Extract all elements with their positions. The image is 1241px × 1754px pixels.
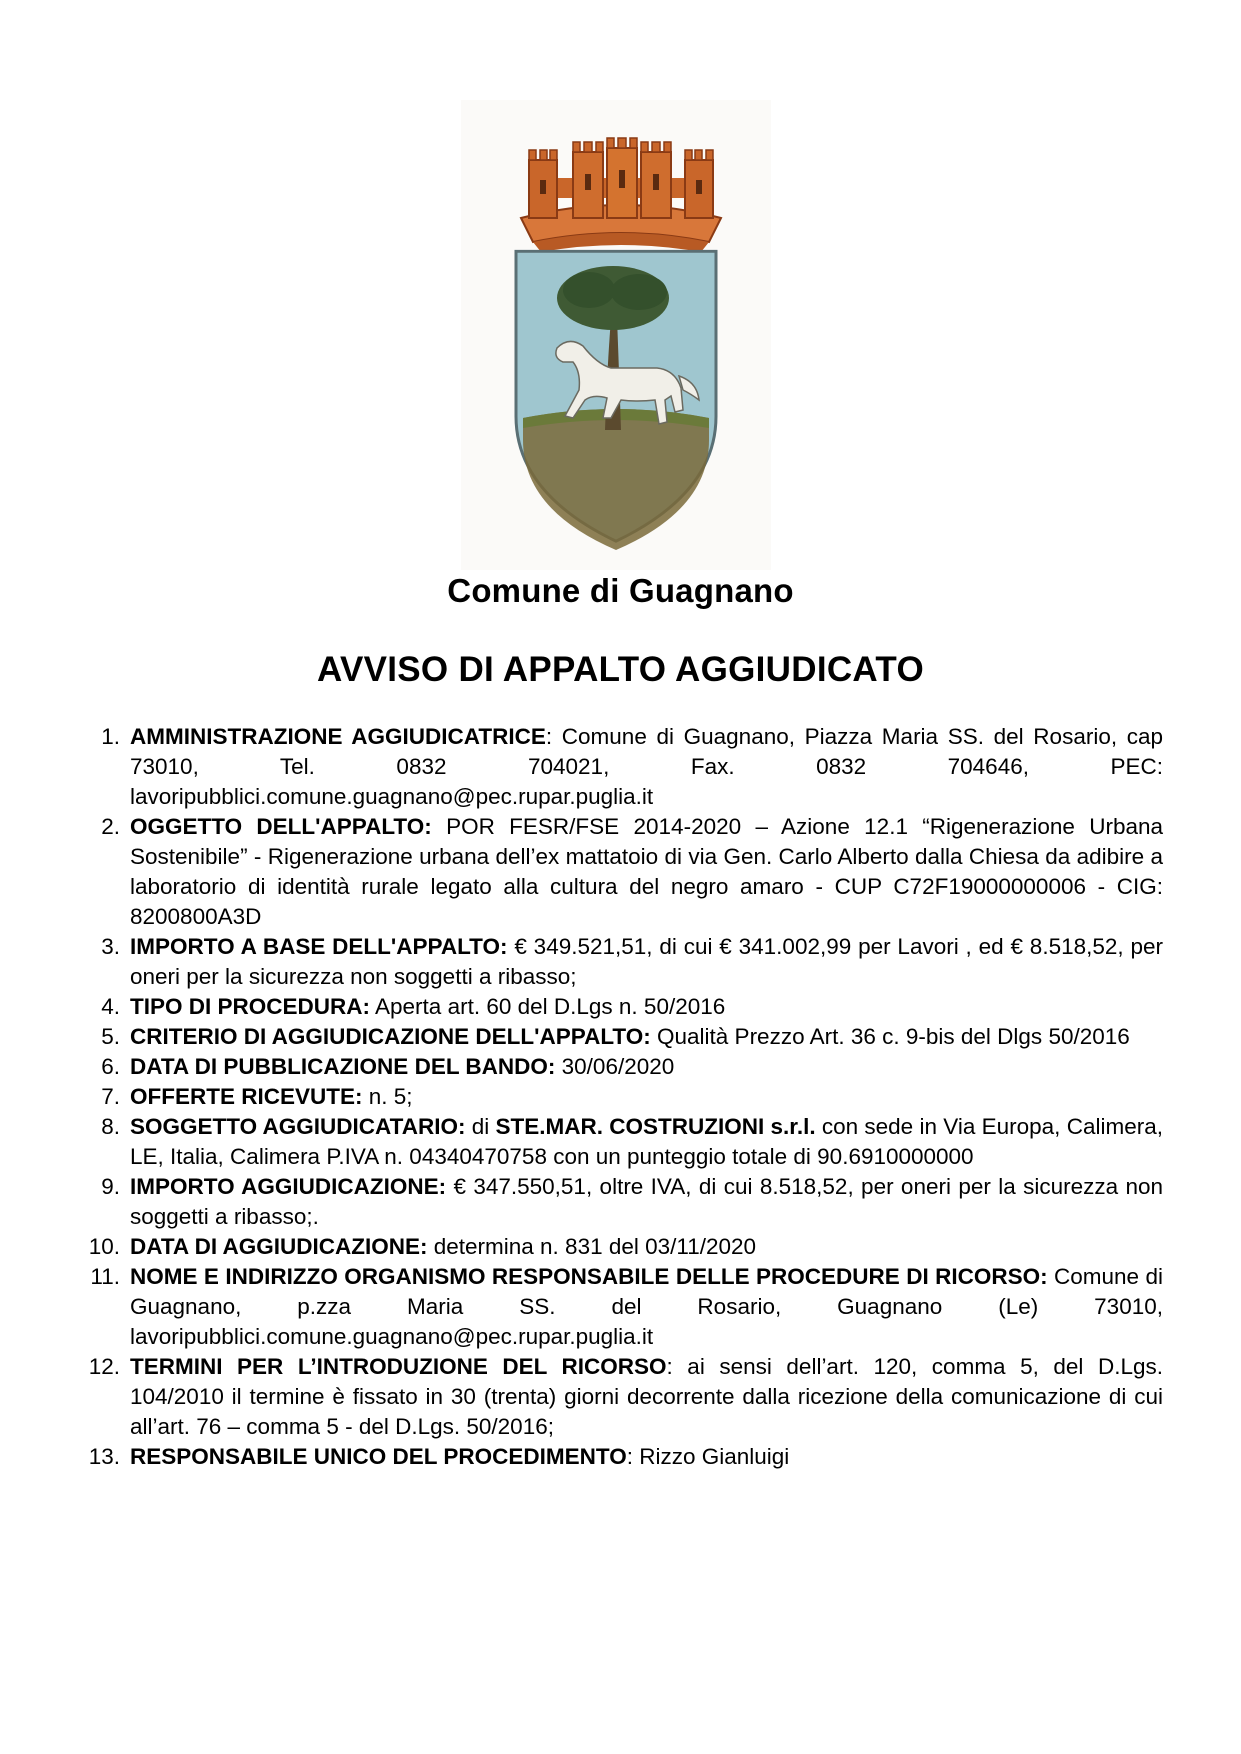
item-text: : ai sensi dell’art. 120, comma 5, del D.Lgs. 104/2010 il termine è fissato in 30 (trenta) giorni decorrente dalla ricezione della comunicazione di cui all’art. 76 – comma 5 - del D.Lgs. 50/2016; bbox=[130, 1354, 1163, 1439]
item-label: OFFERTE RICEVUTE: bbox=[130, 1084, 363, 1109]
item-number: 6. bbox=[101, 1054, 120, 1079]
list-item bbox=[101, 1052, 1163, 1082]
item-label: DATA DI AGGIUDICAZIONE: bbox=[130, 1234, 428, 1259]
item-label: RESPONSABILE UNICO DEL PROCEDIMENTO bbox=[130, 1444, 627, 1469]
item-number: 8. bbox=[101, 1114, 120, 1139]
item-text: : Comune di Guagnano, Piazza Maria SS. del Rosario, cap 73010, Tel. 0832 704021, Fax. 0832 704646, PEC: lavoripubblici.comune.guagnano@pec.rupar.puglia.it bbox=[130, 724, 1164, 809]
item-text: di bbox=[465, 1114, 496, 1139]
item-label: IMPORTO AGGIUDICAZIONE: bbox=[130, 1174, 447, 1199]
item-number: 3. bbox=[101, 934, 120, 959]
notice-title: AVVISO DI APPALTO AGGIUDICATO bbox=[317, 650, 924, 689]
item-text: n. 5; bbox=[362, 1084, 413, 1109]
item-label: CRITERIO DI AGGIUDICAZIONE DELL'APPALTO: bbox=[130, 1024, 651, 1049]
notice-items-list bbox=[88, 722, 1164, 1472]
item-number: 7. bbox=[101, 1084, 120, 1109]
list-item bbox=[101, 1082, 1163, 1112]
item-text-continued: con sede in Via Europa, Calimera, LE, Italia, Calimera P.IVA n. 04340470758 con un punteggio totale di 90.6910000000 bbox=[130, 1114, 1163, 1169]
list-item bbox=[101, 812, 1163, 932]
list-item bbox=[101, 932, 1163, 992]
item-text: : Rizzo Gianluigi bbox=[626, 1444, 790, 1469]
item-label: AMMINISTRAZIONE AGGIUDICATRICE bbox=[130, 724, 546, 749]
list-item bbox=[88, 1352, 1163, 1442]
awardee-name: STE.MAR. COSTRUZIONI s.r.l. bbox=[495, 1114, 816, 1139]
item-text: Qualità Prezzo Art. 36 c. 9-bis del Dlgs 50/2016 bbox=[650, 1024, 1130, 1049]
list-item bbox=[90, 1262, 1163, 1352]
item-label: DATA DI PUBBLICAZIONE DEL BANDO: bbox=[130, 1054, 556, 1079]
item-number: 10. bbox=[88, 1234, 120, 1259]
item-number: 1. bbox=[101, 724, 120, 749]
item-text: 30/06/2020 bbox=[555, 1054, 675, 1079]
crown-icon bbox=[521, 138, 721, 252]
list-item bbox=[101, 722, 1164, 812]
list-item bbox=[101, 992, 1163, 1022]
item-text: determina n. 831 del 03/11/2020 bbox=[427, 1234, 757, 1259]
item-number: 9. bbox=[101, 1174, 120, 1199]
item-text: € 349.521,51, di cui € 341.002,99 per Lavori , ed € 8.518,52, per oneri per la sicurezza non soggetti a ribasso; bbox=[130, 934, 1163, 989]
item-number: 4. bbox=[101, 994, 120, 1019]
municipality-name: Comune di Guagnano bbox=[447, 572, 794, 609]
item-text: € 347.550,51, oltre IVA, di cui 8.518,52, per oneri per la sicurezza non soggetti a ribasso;. bbox=[130, 1174, 1163, 1229]
item-label: IMPORTO A BASE DELL'APPALTO: bbox=[130, 934, 508, 959]
item-number: 13. bbox=[88, 1444, 120, 1469]
item-number: 5. bbox=[101, 1024, 120, 1049]
list-item bbox=[88, 1442, 1163, 1472]
list-item bbox=[101, 1172, 1163, 1232]
item-label: TIPO DI PROCEDURA: bbox=[130, 994, 371, 1019]
item-label: TERMINI PER L’INTRODUZIONE DEL RICORSO bbox=[130, 1354, 667, 1379]
item-text: Comune di Guagnano, p.zza Maria SS. del Rosario, Guagnano (Le) 73010, lavoripubblici.comune.guagnano@pec.rupar.puglia.it bbox=[130, 1264, 1163, 1349]
list-item bbox=[101, 1022, 1163, 1052]
item-text: Aperta art. 60 del D.Lgs n. 50/2016 bbox=[370, 994, 726, 1019]
item-number: 12. bbox=[88, 1354, 120, 1379]
item-label: SOGGETTO AGGIUDICATARIO: bbox=[130, 1114, 466, 1139]
item-number: 11. bbox=[90, 1264, 120, 1289]
list-item bbox=[101, 1112, 1163, 1172]
item-label: OGGETTO DELL'APPALTO: bbox=[130, 814, 432, 839]
item-number: 2. bbox=[101, 814, 120, 839]
coat-of-arms-icon bbox=[461, 100, 771, 570]
item-label: NOME E INDIRIZZO ORGANISMO RESPONSABILE DELLE PROCEDURE DI RICORSO: bbox=[130, 1264, 1048, 1289]
list-item bbox=[88, 1232, 1163, 1262]
item-text: POR FESR/FSE 2014-2020 – Azione 12.1 “Rigenerazione Urbana Sostenibile” - Rigenerazione urbana dell’ex mattatoio di via Gen. Carlo Alberto dalla Chiesa da adibire a laboratorio di identità rurale legato alla cultura del negro amaro - CUP C72F19000000006 - CIG: 8200800A3D bbox=[130, 814, 1163, 929]
